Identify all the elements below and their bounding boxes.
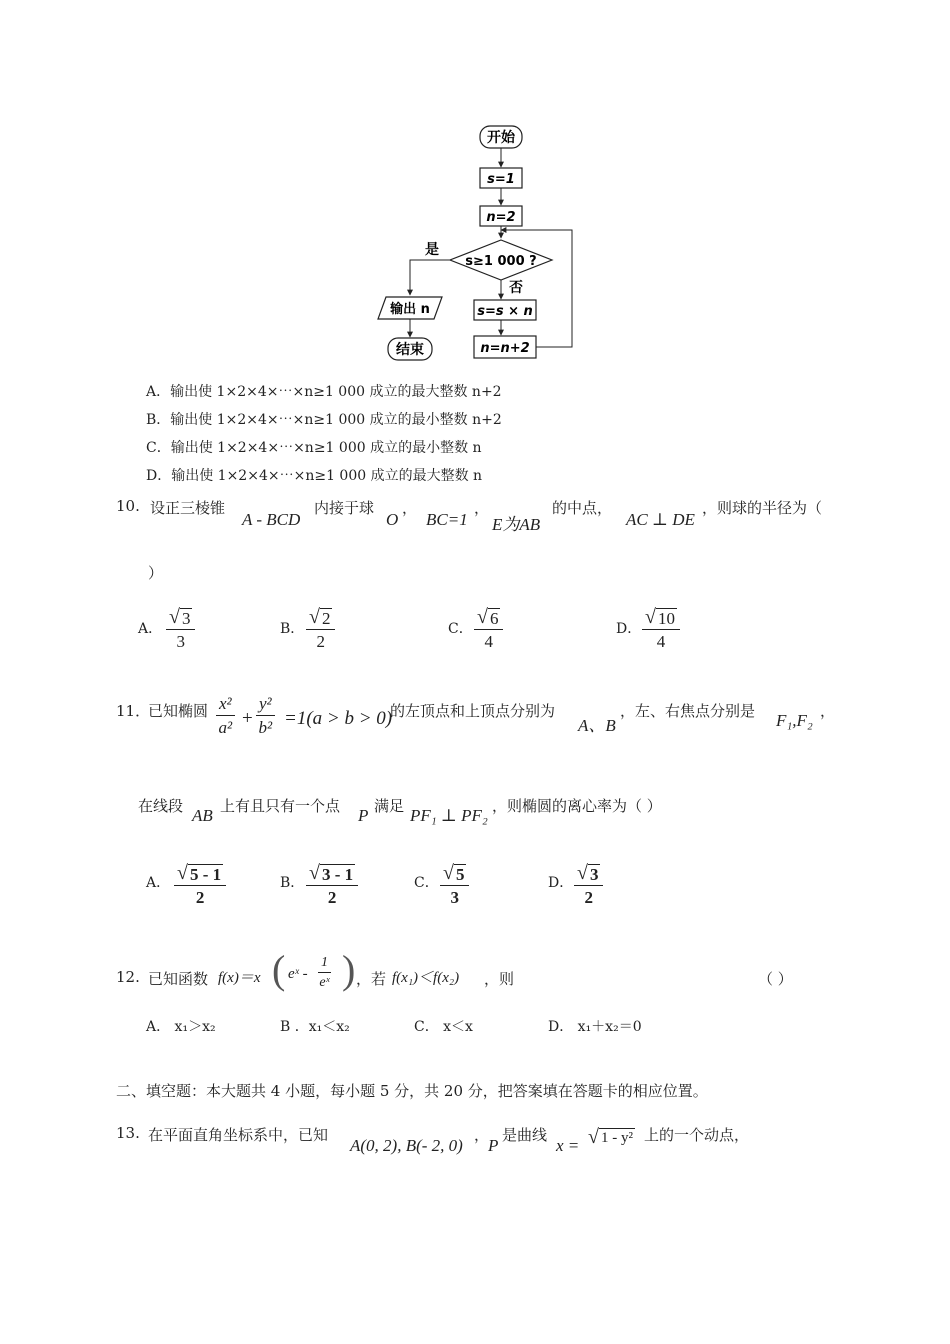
q12-option-b: B ．x₁＜x₂ bbox=[280, 1019, 350, 1035]
q11-option-c-value: √ 5 3 bbox=[440, 864, 469, 908]
q9-option-d: D．输出使 1×2×4×⋯×n≥1 000 成立的最大整数 n bbox=[146, 468, 483, 484]
q11-math-2: F₁,F₂ bbox=[776, 711, 813, 730]
flow-end-label: 结束 bbox=[396, 342, 424, 358]
flow-no-label: 否 bbox=[509, 280, 523, 296]
q11-fraction-x: $\frac{\text{x²}}{\text{a²}}$ bbox=[216, 694, 235, 738]
q10-math-1: A - BCD bbox=[242, 510, 301, 529]
q13-number: 13. bbox=[116, 1124, 140, 1142]
q13-math-2: P bbox=[488, 1136, 499, 1155]
q12-number: 12. bbox=[116, 968, 140, 986]
q12-answer-paren: （ ） bbox=[758, 970, 793, 988]
flow-assign-n-label: n=n+2 bbox=[480, 341, 530, 356]
q11-option-d-value: √ 3 2 bbox=[574, 864, 603, 908]
q10-option-c-label: C． bbox=[448, 621, 473, 637]
q11-text-2: 的左顶点和上顶点分别为 bbox=[390, 702, 556, 720]
q13-math-1: A(0, 2), B(- 2, 0) bbox=[350, 1136, 463, 1155]
q10-text-7: ） bbox=[148, 564, 164, 582]
q12-option-a: A． x₁＞x₂ bbox=[146, 1019, 216, 1035]
q11-number: 11． bbox=[116, 702, 151, 720]
q10-text-6: ，则球的半径为（ bbox=[702, 499, 823, 517]
q12-text-3: ，则 bbox=[484, 970, 515, 988]
q11-text-1: 已知椭圆 bbox=[148, 702, 209, 720]
q12-paren-left: ( bbox=[272, 947, 286, 992]
q10-text-5: 的中点， bbox=[552, 499, 613, 517]
q11-text-7: 满足 bbox=[374, 797, 405, 815]
q11-math-5: PF₁ ⊥ PF₂ bbox=[410, 806, 488, 825]
flowchart bbox=[370, 120, 580, 372]
q10-text-3: ， bbox=[402, 499, 418, 517]
q10-math-5: AC ⊥ DE bbox=[626, 510, 695, 529]
q11-option-a-value: √ 5 - 1 2 bbox=[174, 864, 226, 908]
flow-start-label: 开始 bbox=[487, 130, 515, 146]
q10-text-1: 设正三棱锥 bbox=[150, 499, 226, 517]
flow-assign-s-label: s=s × n bbox=[477, 304, 533, 319]
q12-function: f(x)＝x bbox=[218, 970, 261, 986]
q10-option-b-value: √ 2 2 bbox=[306, 608, 335, 652]
q11-text-4: ， bbox=[820, 702, 836, 720]
q10-math-4: E为AB bbox=[492, 515, 541, 534]
q13-text-4: 上的一个动点， bbox=[644, 1126, 750, 1144]
q12-option-c: C． x＜x bbox=[414, 1019, 473, 1035]
q11-plus: + bbox=[242, 708, 253, 729]
q11-math-4: P bbox=[358, 806, 369, 825]
q13-math-3: x = bbox=[556, 1136, 580, 1155]
q13-text-1: 在平面直角坐标系中，已知 bbox=[148, 1126, 329, 1144]
q10-option-b-label: B． bbox=[280, 621, 305, 637]
q9-option-c: C．输出使 1×2×4×⋯×n≥1 000 成立的最小整数 n bbox=[146, 440, 482, 456]
q11-equation: =1(a > b > 0) bbox=[284, 708, 393, 729]
q10-math-2: O bbox=[386, 510, 399, 529]
flow-s-init-label: s=1 bbox=[487, 172, 515, 187]
q11-option-b-label: B． bbox=[280, 875, 305, 891]
q10-option-d-value: √ 10 4 bbox=[642, 608, 680, 652]
flow-yes-label: 是 bbox=[425, 242, 439, 258]
q10-text-2: 内接于球 bbox=[314, 499, 375, 517]
flow-output-label: 输出 n bbox=[390, 302, 430, 317]
q11-text-5: 在线段 bbox=[138, 797, 184, 815]
q10-option-a-label: A． bbox=[138, 621, 163, 637]
q11-text-3: ，左、右焦点分别是 bbox=[620, 702, 756, 720]
q11-option-c-label: C． bbox=[414, 875, 439, 891]
q12-text-1: 已知函数 bbox=[148, 970, 209, 988]
q12-inequality: f(x₁)＜f(x₂) bbox=[392, 970, 460, 986]
q13-text-3: 是曲线 bbox=[502, 1126, 548, 1144]
q12-exp: eˣ - bbox=[288, 966, 308, 982]
q11-text-8: ，则椭圆的离心率为（ ） bbox=[492, 797, 662, 815]
q12-fraction: $\frac{1}{\text{eˣ}}$ bbox=[319, 955, 330, 990]
flow-n-init-label: n=2 bbox=[486, 210, 516, 225]
q12-paren-right: ) bbox=[342, 947, 356, 992]
q10-text-4: ， bbox=[474, 499, 490, 517]
q11-math-1: A、B bbox=[578, 716, 616, 735]
q10-option-a-value: √ 3 3 bbox=[166, 608, 195, 652]
flow-condition-label: s≥1 000 ? bbox=[465, 254, 537, 269]
q10-option-c-value: √ 6 4 bbox=[474, 608, 503, 652]
q11-text-6: 上有且只有一个点 bbox=[220, 797, 341, 815]
q11-option-b-value: √ 3 - 1 2 bbox=[306, 864, 358, 908]
q13-sqrt: √ 1 - y² bbox=[588, 1126, 633, 1148]
section-2-heading: 二、填空题：本大题共 4 小题，每小题 5 分，共 20 分，把答案填在答题卡的相应位置。 bbox=[116, 1082, 708, 1100]
q10-options bbox=[138, 608, 698, 664]
q13-text-2: ， bbox=[474, 1126, 490, 1144]
q12-option-d: D． x₁＋x₂＝0 bbox=[548, 1019, 642, 1035]
q11-option-a-label: A． bbox=[146, 875, 171, 891]
q10-math-3: BC=1 bbox=[426, 510, 468, 529]
q11-options bbox=[146, 864, 616, 920]
q12-text-2: ，若 bbox=[356, 970, 387, 988]
q10-option-d-label: D． bbox=[616, 621, 642, 637]
q9-option-b: B．输出使 1×2×4×⋯×n≥1 000 成立的最小整数 n+2 bbox=[146, 412, 502, 428]
q10-number: 10. bbox=[116, 497, 140, 515]
q11-math-3: AB bbox=[192, 806, 213, 825]
q11-option-d-label: D． bbox=[548, 875, 574, 891]
q11-fraction-y: $\frac{\text{y²}}{\text{b²}}$ bbox=[256, 694, 275, 738]
q9-option-a: A．输出使 1×2×4×⋯×n≥1 000 成立的最大整数 n+2 bbox=[146, 384, 502, 400]
